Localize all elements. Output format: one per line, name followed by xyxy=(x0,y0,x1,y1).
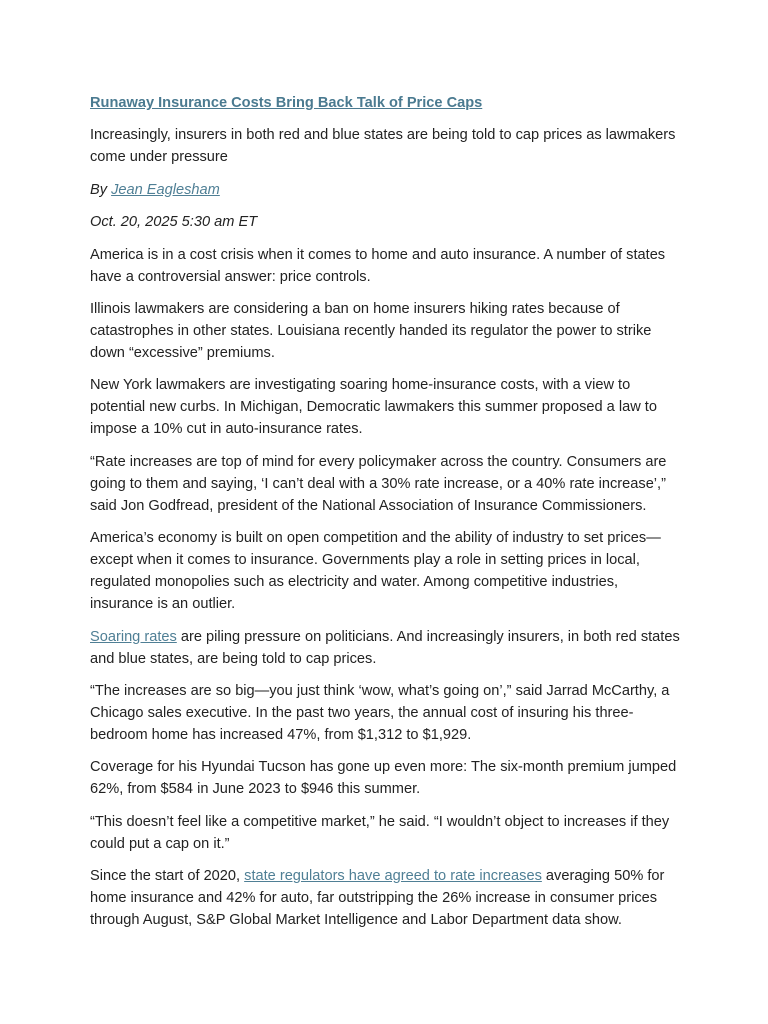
headline-paragraph xyxy=(90,92,680,114)
dateline: Oct. 20, 2025 5:30 am ET xyxy=(90,214,258,231)
author-link[interactable]: Jean Eaglesham xyxy=(111,181,220,198)
paragraph-6-text: are piling pressure on politicians. And increasingly insurers, in both red states and blue states, are being told to cap prices. xyxy=(90,628,680,667)
body-paragraph-5: America’s economy is built on open competition and the ability of industry to set prices—except when it comes to insurance. Governments play a role in setting prices in local, regulated monopolies such as electricity and water. Among competitive industries, insurance is an outlier. xyxy=(90,530,661,613)
byline xyxy=(90,179,680,201)
byline-prefix: By xyxy=(90,181,112,198)
body-paragraph-4: “Rate increases are top of mind for every policymaker across the country. Consumers are going to them and saying, ‘I can’t deal with a 30% rate increase, or a 40% rate increase’,” said Jon Godfread, president of the National Association of Insurance Commissioners. xyxy=(90,453,667,514)
body-paragraph-1: America is in a cost crisis when it comes to home and auto insurance. A number of states have a controversial answer: price controls. xyxy=(90,246,666,285)
headline-link[interactable]: Runaway Insurance Costs Bring Back Talk of Price Caps xyxy=(90,95,483,111)
body-paragraph-7: “The increases are so big—you just think ‘wow, what’s going on’,” said Jarrad McCarthy, a Chicago sales executive. In the past two years, the annual cost of insuring his three-bedroom home has increased 47%, from $1,312 to $1,929. xyxy=(90,682,670,743)
body-paragraph-2: Illinois lawmakers are considering a ban on home insurers hiking rates because of catastrophes in other states. Louisiana recently handed its regulator the power to strike down “excessive” premiums. xyxy=(90,300,652,361)
body-paragraph-8: Coverage for his Hyundai Tucson has gone up even more: The six-month premium jumped 62%, from $584 in June 2023 to $946 this summer. xyxy=(90,759,677,798)
body-paragraph-3: New York lawmakers are investigating soaring home-insurance costs, with a view to potential new curbs. In Michigan, Democratic lawmakers this summer proposed a law to impose a 10% cut in auto-insurance rates. xyxy=(90,377,657,438)
article-dek: Increasingly, insurers in both red and blue states are being told to cap prices as lawmakers come under pressure xyxy=(90,127,676,166)
body-paragraph-6 xyxy=(90,626,680,670)
soaring-rates-link[interactable]: Soaring rates xyxy=(90,628,177,645)
paragraph-10-text: averaging 50% for home insurance and 42% for auto, far outstripping the 26% increase in consumer prices through August, S&P Global Market Intelligence and Labor Department data show. xyxy=(90,868,665,929)
paragraph-10-start: Since the start of 2020, xyxy=(90,868,245,885)
body-paragraph-9: “This doesn’t feel like a competitive market,” he said. “I wouldn’t object to increases if they could put a cap on it.” xyxy=(90,813,670,852)
rate-increases-link[interactable]: state regulators have agreed to rate increases xyxy=(244,868,542,885)
body-paragraph-10 xyxy=(90,865,680,931)
article xyxy=(90,92,680,941)
